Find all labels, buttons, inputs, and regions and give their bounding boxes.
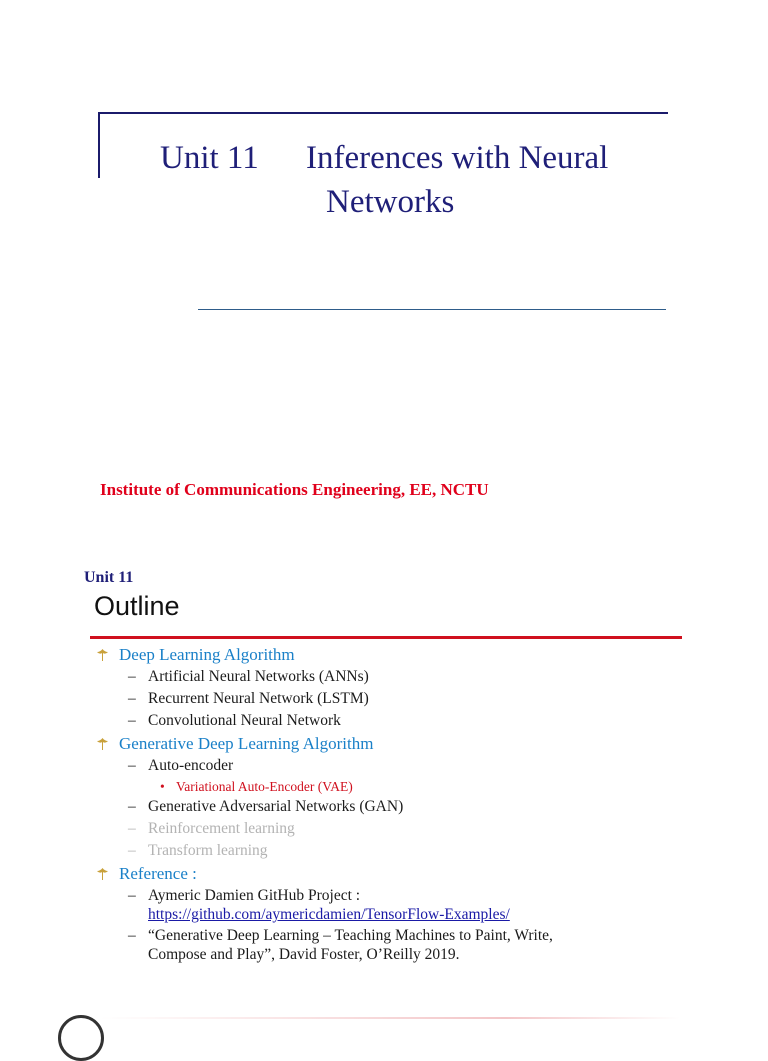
- github-link[interactable]: https://github.com/aymericdamien/TensorFlow-Examples/: [148, 906, 510, 923]
- list-item: – “Generative Deep Learning – Teaching Machines to Paint, Write,: [128, 927, 553, 944]
- list-item-disabled: – Transform learning: [128, 842, 268, 859]
- list-item: – Generative Adversarial Networks (GAN): [128, 798, 404, 815]
- subtitle-rule: [198, 309, 666, 310]
- section-generative: [96, 734, 373, 754]
- section-deep-learning: [96, 645, 295, 665]
- list-item: – Aymeric Damien GitHub Project :: [128, 887, 361, 904]
- footer-rule: [100, 1017, 680, 1019]
- outline-rule: [90, 636, 682, 639]
- list-item: – Recurrent Neural Network (LSTM): [128, 690, 369, 707]
- list-item: – Convolutional Neural Network: [128, 712, 341, 729]
- title-line-2: Networks: [326, 184, 455, 220]
- section-reference: [96, 864, 197, 884]
- unit-label: Unit 11: [84, 569, 134, 586]
- title-frame-top-rule: [98, 112, 668, 114]
- reference-link-line: [148, 906, 510, 924]
- section-label: Generative Deep Learning Algorithm: [119, 734, 374, 753]
- list-item: – Artificial Neural Networks (ANNs): [128, 668, 369, 685]
- title-frame-left-rule: [98, 112, 100, 178]
- list-item-continuation: Compose and Play”, David Foster, O’Reilly 2019.: [148, 946, 460, 963]
- sub-list-item: • Variational Auto-Encoder (VAE): [160, 779, 353, 794]
- list-item: – Auto-encoder: [128, 757, 234, 774]
- fleur-bullet-icon: [96, 737, 109, 751]
- title-line-1: Inferences with Neural: [306, 140, 609, 176]
- university-seal-icon: [58, 1015, 104, 1061]
- fleur-bullet-icon: [96, 867, 109, 881]
- fleur-bullet-icon: [96, 648, 109, 662]
- section-label: Deep Learning Algorithm: [119, 645, 295, 664]
- institute-name: Institute of Communications Engineering, EE, NCTU: [100, 480, 489, 499]
- outline-slide: [0, 545, 768, 1024]
- list-item-disabled: – Reinforcement learning: [128, 820, 295, 837]
- outline-title: Outline: [94, 591, 180, 621]
- section-label: Reference :: [119, 864, 197, 883]
- title-unit-label: Unit 11: [160, 140, 259, 176]
